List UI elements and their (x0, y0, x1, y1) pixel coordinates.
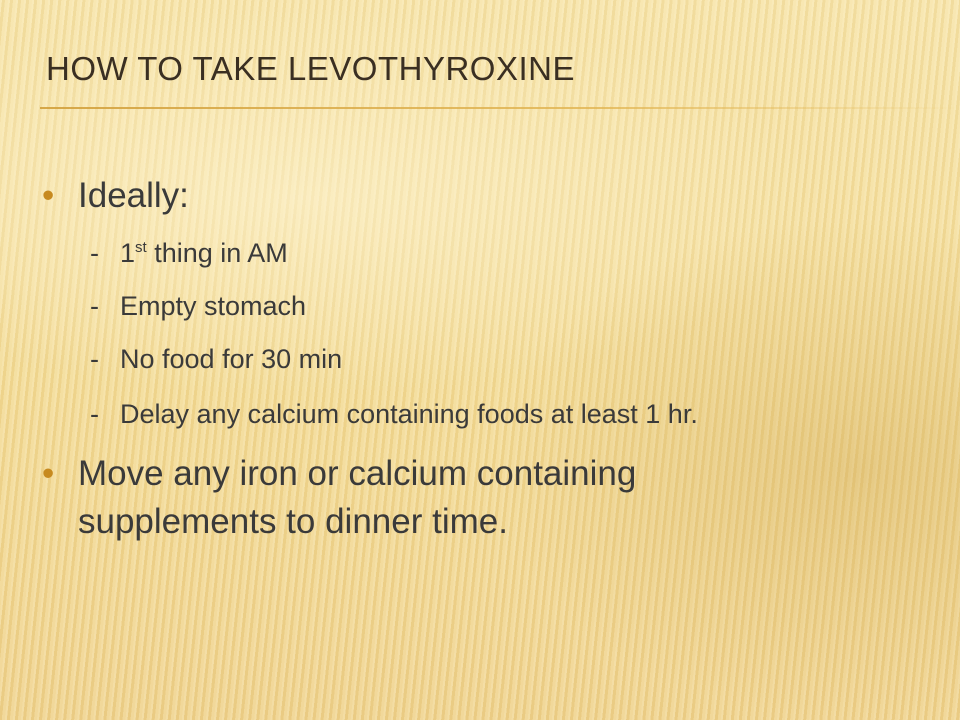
sub-item-text: Delay any calcium containing foods at least 1 hr. (120, 399, 698, 429)
sub-item-no-food (90, 341, 342, 377)
sub-item-empty-stomach (90, 288, 306, 324)
sub-item-dash: - (90, 291, 99, 321)
sub-item-superscript: st (135, 239, 147, 256)
bullet-ideally (42, 172, 189, 220)
bullet-text-line-1: Move any iron or calcium containing (78, 454, 637, 493)
bullet-marker: • (42, 454, 55, 493)
sub-item-dash: - (90, 238, 99, 268)
bullet-text-line-2: supplements to dinner time. (78, 502, 508, 541)
sub-item-text: Empty stomach (120, 291, 307, 321)
sub-item-number: 1 (120, 238, 136, 268)
sub-item-first-thing (90, 235, 288, 271)
sub-item-text: No food for 30 min (120, 344, 343, 374)
sub-item-delay-calcium (90, 396, 698, 432)
bullet-text: Ideally: (78, 176, 189, 215)
slide-title: HOW TO TAKE LEVOTHYROXINE (46, 50, 575, 87)
sub-item-dash: - (90, 399, 99, 429)
sub-item-text: thing in AM (146, 238, 288, 268)
sub-item-dash: - (90, 344, 99, 374)
bullet-move-supplements (42, 450, 636, 546)
bullet-marker: • (42, 176, 55, 215)
